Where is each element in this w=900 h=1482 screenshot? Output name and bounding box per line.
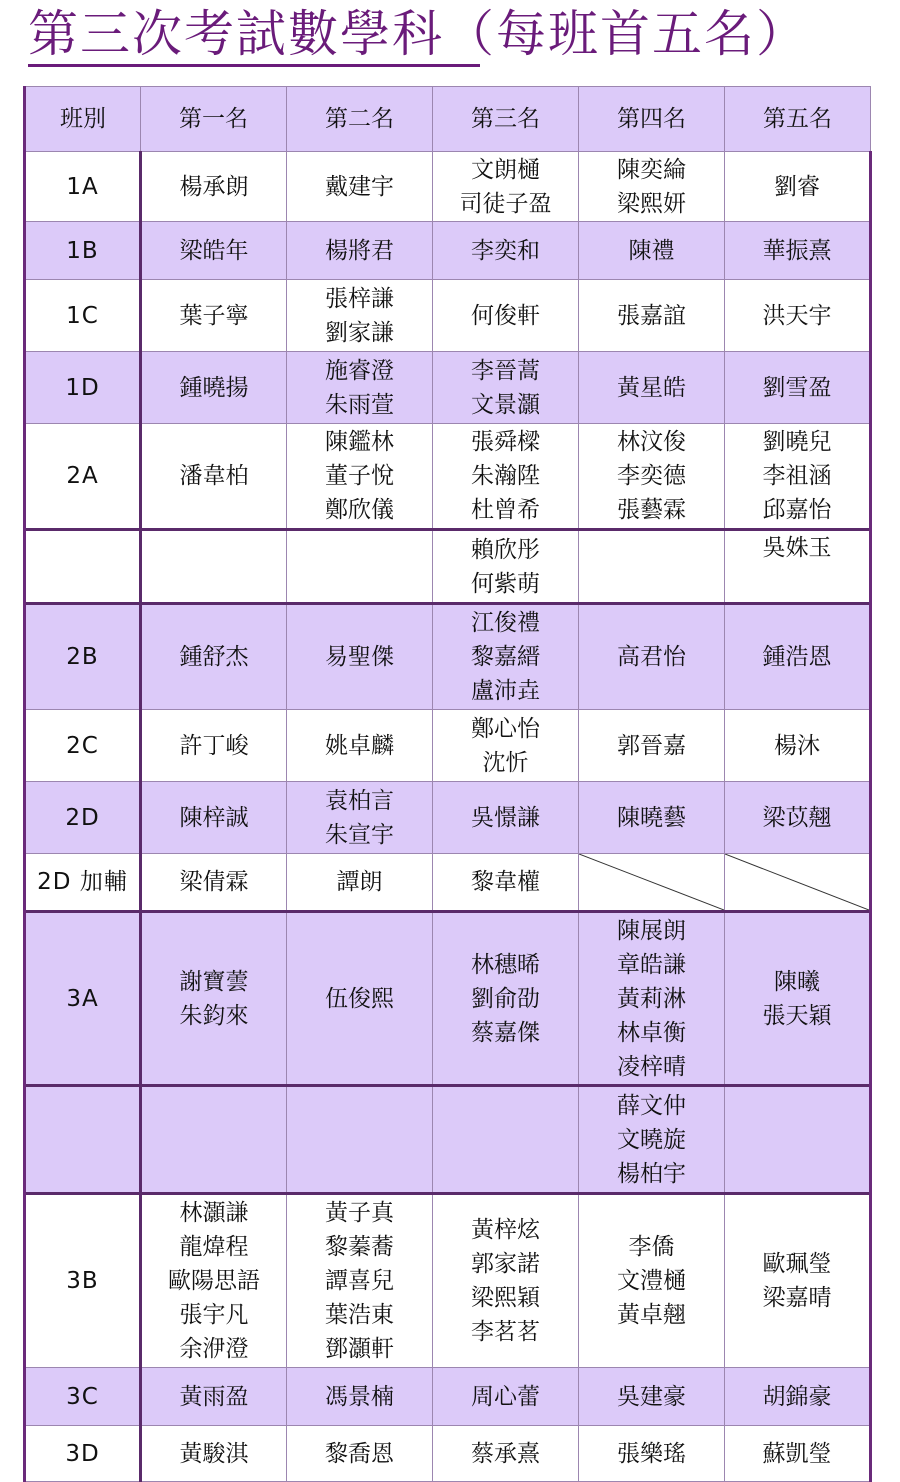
student-name: 郭晉嘉 [617, 732, 686, 759]
class-label: 2B [66, 644, 99, 670]
header-class: 班別 [25, 87, 141, 152]
rank-1-cell [141, 782, 287, 854]
student-name: 施睿澄 [325, 357, 394, 384]
student-name: 謝寶蕓 [179, 968, 249, 995]
rank-1-cell [141, 710, 287, 782]
rank-1-cell [141, 424, 287, 530]
student-name: 文曉旋 [617, 1126, 686, 1153]
class-cell [25, 352, 141, 424]
student-name: 何俊軒 [471, 302, 540, 329]
rank-1-cell [141, 1194, 287, 1368]
class-label: 1C [66, 302, 99, 329]
rank-5-cell [725, 222, 871, 280]
student-name: 江俊禮 [471, 610, 540, 636]
header-rank-5: 第五名 [725, 87, 871, 152]
rank-4-cell [579, 222, 725, 280]
student-name: 文澧樋 [617, 1268, 686, 1294]
rank-3-cell [433, 854, 579, 912]
student-name: 戴建宇 [325, 173, 394, 200]
class-label: 1A [66, 173, 99, 200]
rank-5-cell [725, 782, 871, 854]
table-row [25, 222, 871, 280]
rank-4-cell [579, 1194, 725, 1368]
student-name: 周心蕾 [471, 1383, 540, 1410]
student-name: 吳建豪 [617, 1383, 686, 1410]
rank-3-cell [433, 222, 579, 280]
rank-3-cell [433, 280, 579, 352]
student-name: 吳姝玉 [762, 535, 832, 561]
class-cell [25, 424, 141, 530]
table-row [25, 1368, 871, 1426]
student-name: 黎喬恩 [325, 1440, 394, 1467]
student-name: 盧沛垚 [471, 678, 540, 704]
student-name: 陳禮 [628, 237, 675, 264]
student-name: 袁柏言 [325, 787, 394, 814]
rank-4-cell [579, 710, 725, 782]
student-name: 吳憬謙 [471, 804, 540, 831]
rank-2-cell [287, 530, 433, 604]
student-name: 梁熙穎 [471, 1285, 540, 1311]
rank-2-cell [287, 1086, 433, 1194]
rank-4-cell [579, 280, 725, 352]
student-name: 董子悅 [325, 463, 394, 489]
table-row [25, 782, 871, 854]
student-name: 杜曾希 [471, 497, 540, 523]
header-rank-2: 第二名 [287, 87, 433, 152]
student-name: 文朗樋 [471, 156, 540, 183]
student-name: 楊沐 [774, 732, 820, 759]
student-name: 楊柏宇 [617, 1160, 686, 1187]
student-name: 蘇凱瑩 [762, 1440, 832, 1467]
class-cell [25, 530, 141, 604]
student-name: 陳曦 [774, 968, 820, 995]
student-name: 朱瀚陞 [471, 463, 540, 489]
student-name: 賴欣彤 [471, 536, 540, 563]
class-cell [25, 710, 141, 782]
class-cell [25, 912, 141, 1086]
rank-3-cell [433, 352, 579, 424]
rank-2-cell [287, 782, 433, 854]
rank-5-cell [725, 1194, 871, 1368]
student-name: 華振熹 [762, 237, 832, 264]
rank-5-cell [725, 424, 871, 530]
student-name: 余洢澄 [179, 1336, 249, 1362]
rank-4-cell [579, 604, 725, 710]
rank-1-cell [141, 152, 287, 222]
student-name: 何紫萌 [471, 570, 540, 597]
student-name: 鍾浩恩 [762, 644, 832, 670]
student-name: 李奕和 [471, 237, 540, 264]
rank-4-cell [579, 530, 725, 604]
student-name: 龍煒程 [179, 1234, 249, 1260]
student-name: 林卓衡 [617, 1019, 686, 1046]
student-name: 林穗晞 [471, 951, 540, 978]
student-name: 陳鑑林 [325, 429, 394, 455]
student-name: 陳梓誠 [179, 804, 249, 831]
student-name: 蔡承熹 [471, 1440, 540, 1467]
table-row [25, 912, 871, 1086]
student-name: 張天穎 [762, 1002, 832, 1029]
page-title: 第三次考試數學科（每班首五名） [28, 5, 808, 63]
class-label: 3C [66, 1383, 99, 1410]
student-name: 洪天宇 [762, 302, 832, 329]
rank-3-cell [433, 1194, 579, 1368]
student-name: 陳曉藝 [617, 804, 686, 831]
rank-2-cell [287, 280, 433, 352]
table-row [25, 1086, 871, 1194]
rank-5-cell [725, 710, 871, 782]
student-name: 馮景楠 [325, 1383, 394, 1410]
student-name: 黎蓁蕎 [325, 1234, 394, 1260]
header-row [25, 87, 871, 152]
student-name: 李奕德 [617, 463, 686, 489]
table-row [25, 604, 871, 710]
student-name: 鄭欣儀 [325, 497, 394, 523]
rank-3-cell [433, 424, 579, 530]
student-name: 蔡嘉傑 [471, 1019, 540, 1046]
rank-1-cell [141, 1086, 287, 1194]
rank-2-cell [287, 424, 433, 530]
student-name: 許丁峻 [179, 732, 249, 759]
rank-4-cell [579, 1086, 725, 1194]
student-name: 梁苡翹 [762, 804, 832, 831]
student-name: 司徒子盈 [459, 190, 552, 217]
student-name: 劉俞劭 [471, 985, 540, 1012]
class-cell [25, 782, 141, 854]
rank-2-cell [287, 152, 433, 222]
rank-5-cell [725, 1426, 871, 1482]
rank-4-cell [579, 912, 725, 1086]
rank-5-cell [725, 352, 871, 424]
table-row [25, 1194, 871, 1368]
student-name: 梁皓年 [179, 237, 249, 264]
class-label: 3A [66, 985, 99, 1012]
class-cell [25, 604, 141, 710]
class-label: 2D [65, 804, 100, 831]
rank-3-cell [433, 912, 579, 1086]
student-name: 譚喜兒 [325, 1268, 394, 1294]
student-name: 葉子寧 [179, 302, 249, 329]
header-rank-4: 第四名 [579, 87, 725, 152]
student-name: 歐陽思語 [168, 1268, 260, 1294]
class-label: 2C [66, 732, 99, 759]
student-name: 李祖涵 [762, 463, 832, 489]
student-name: 葉浩東 [325, 1302, 394, 1328]
rank-4-cell [579, 424, 725, 530]
rank-2-cell [287, 1194, 433, 1368]
student-name: 朱鈞來 [179, 1002, 249, 1029]
student-name: 黃梓炫 [471, 1217, 540, 1243]
rank-3-cell [433, 530, 579, 604]
student-name: 李茗茗 [471, 1319, 540, 1345]
table-row [25, 1426, 871, 1482]
student-name: 譚朗 [336, 869, 383, 895]
diagonal-slash [725, 854, 869, 910]
rank-2-cell [287, 710, 433, 782]
rank-4-cell [579, 1368, 725, 1426]
student-name: 黎韋權 [471, 869, 540, 895]
rank-3-cell [433, 1368, 579, 1426]
rank-1-cell [141, 352, 287, 424]
student-name: 張嘉誼 [617, 302, 686, 329]
header-rank-1: 第一名 [141, 87, 287, 152]
student-name: 張樂瑤 [617, 1440, 686, 1467]
header-rank-3: 第三名 [433, 87, 579, 152]
rank-1-cell [141, 280, 287, 352]
table-row [25, 530, 871, 604]
rank-3-cell [433, 1426, 579, 1482]
student-name: 林汶俊 [617, 429, 686, 455]
student-name: 楊將君 [325, 237, 394, 264]
rank-1-cell [141, 912, 287, 1086]
rank-3-cell [433, 604, 579, 710]
student-name: 楊承朗 [179, 173, 249, 200]
table-row [25, 152, 871, 222]
student-name: 歐珮瑩 [762, 1251, 832, 1277]
student-name: 郭家諾 [471, 1251, 540, 1277]
rank-5-cell [725, 530, 871, 604]
class-label: 1D [65, 374, 100, 401]
student-name: 黃駿淇 [179, 1440, 249, 1467]
student-name: 黃雨盈 [179, 1383, 249, 1410]
rank-2-cell [287, 1426, 433, 1482]
student-name: 張梓謙 [325, 285, 394, 312]
rank-2-cell [287, 854, 433, 912]
student-name: 易聖傑 [325, 644, 394, 670]
student-name: 陳奕綸 [617, 156, 686, 183]
table-row [25, 280, 871, 352]
student-name: 李晉蒿 [471, 357, 540, 384]
title-underline [28, 64, 480, 67]
student-name: 劉曉兒 [762, 429, 832, 455]
student-name: 鍾曉揚 [179, 374, 249, 401]
rank-1-cell [141, 1368, 287, 1426]
rank-1-cell [141, 604, 287, 710]
student-name: 張舜樑 [471, 429, 540, 455]
student-name: 伍俊熙 [325, 985, 394, 1012]
diagonal-slash [579, 854, 724, 910]
rank-4-cell [579, 152, 725, 222]
rank-2-cell [287, 1368, 433, 1426]
class-cell [25, 222, 141, 280]
class-label: 3D [65, 1440, 100, 1467]
student-name: 李僑 [628, 1234, 675, 1260]
class-label: 3B [66, 1268, 99, 1294]
rank-3-cell [433, 710, 579, 782]
rank-2-cell [287, 604, 433, 710]
class-cell [25, 1368, 141, 1426]
student-name: 黎嘉縉 [471, 644, 540, 670]
class-cell [25, 1086, 141, 1194]
student-name: 張藝霖 [617, 497, 686, 523]
rank-1-cell [141, 854, 287, 912]
rank-5-cell [725, 912, 871, 1086]
rank-5-cell [725, 152, 871, 222]
rank-5-cell [725, 604, 871, 710]
rank-4-cell [579, 352, 725, 424]
table-row [25, 352, 871, 424]
rank-1-cell [141, 222, 287, 280]
rank-2-cell [287, 912, 433, 1086]
student-name: 鄭心怡 [471, 715, 540, 742]
student-name: 黃卓翹 [617, 1302, 686, 1328]
ranking-table [23, 86, 872, 1482]
rank-5-cell [725, 854, 871, 912]
class-cell [25, 854, 141, 912]
class-cell [25, 152, 141, 222]
student-name: 凌梓晴 [617, 1053, 686, 1080]
student-name: 章皓謙 [617, 951, 686, 978]
student-name: 胡錦豪 [762, 1383, 832, 1410]
rank-3-cell [433, 1086, 579, 1194]
student-name: 張宇凡 [179, 1302, 249, 1328]
student-name: 黃子真 [325, 1200, 394, 1226]
student-name: 梁嘉晴 [762, 1285, 832, 1311]
rank-3-cell [433, 782, 579, 854]
student-name: 沈忻 [482, 749, 529, 776]
student-name: 林灝謙 [179, 1200, 249, 1226]
student-name: 朱宣宇 [325, 821, 394, 848]
student-name: 朱雨萱 [325, 391, 394, 418]
student-name: 劉家謙 [325, 319, 394, 346]
student-name: 劉睿 [774, 173, 820, 200]
class-cell [25, 280, 141, 352]
table-row [25, 710, 871, 782]
rank-4-cell [579, 782, 725, 854]
table-body [25, 152, 871, 1482]
rank-3-cell [433, 152, 579, 222]
rank-1-cell [141, 1426, 287, 1482]
class-cell [25, 1194, 141, 1368]
student-name: 劉雪盈 [762, 374, 832, 401]
class-label: 2A [66, 463, 99, 489]
student-name: 文景灝 [471, 391, 540, 418]
rank-2-cell [287, 222, 433, 280]
class-label: 1B [66, 237, 99, 264]
student-name: 鄧灝軒 [325, 1336, 394, 1362]
rank-5-cell [725, 280, 871, 352]
rank-5-cell [725, 1368, 871, 1426]
rank-1-cell [141, 530, 287, 604]
student-name: 陳展朗 [617, 917, 686, 944]
student-name: 邱嘉怡 [762, 497, 832, 523]
class-label: 2D 加輔 [37, 869, 128, 895]
student-name: 黃莉淋 [617, 985, 686, 1012]
rank-5-cell [725, 1086, 871, 1194]
table-row [25, 854, 871, 912]
class-cell [25, 1426, 141, 1482]
student-name: 梁熙妍 [617, 190, 686, 217]
student-name: 薛文仲 [617, 1092, 686, 1119]
rank-2-cell [287, 352, 433, 424]
student-name: 姚卓麟 [325, 732, 394, 759]
student-name: 梁倩霖 [179, 869, 249, 895]
table-row [25, 424, 871, 530]
student-name: 潘韋柏 [179, 463, 249, 489]
rank-4-cell [579, 854, 725, 912]
student-name: 高君怡 [617, 644, 686, 670]
rank-4-cell [579, 1426, 725, 1482]
student-name: 鍾舒杰 [179, 644, 249, 670]
student-name: 黃星皓 [617, 374, 686, 401]
